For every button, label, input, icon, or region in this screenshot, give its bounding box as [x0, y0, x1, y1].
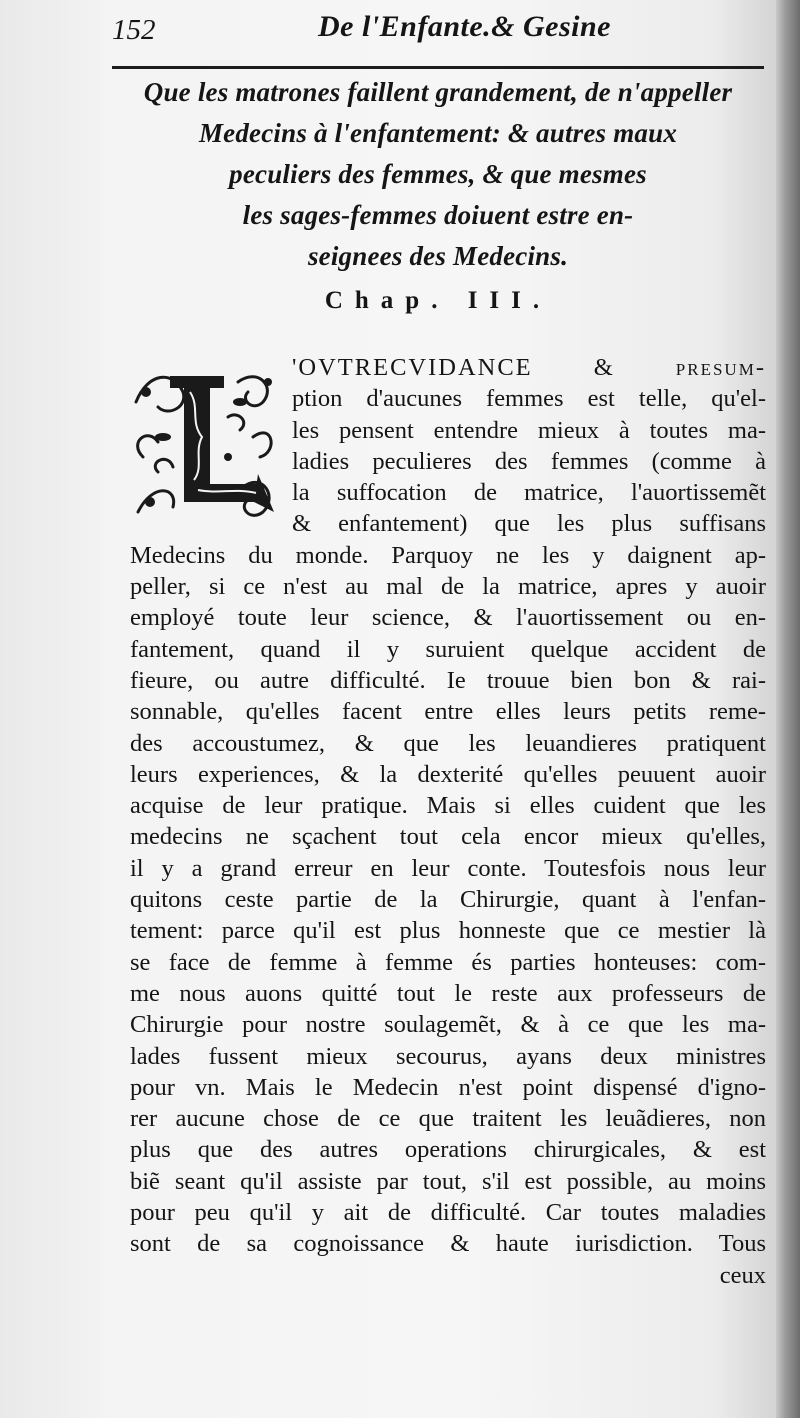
- running-head: [0, 0, 776, 60]
- heading-line: peculiers des femmes, & que mesmes: [229, 159, 647, 189]
- heading-line: les sages-femmes doiuent estre en-: [242, 200, 634, 230]
- text-line: les pensent entendre mieux à toutes ma-: [292, 416, 766, 444]
- text-line: employé toute leur science, & l'auortissement ou en-: [130, 604, 766, 632]
- text-line: acquise de leur pratique. Mais si elles cuident que les: [130, 792, 766, 820]
- heading-line: Medecins à l'enfantement: & autres maux: [198, 118, 678, 148]
- text-line: me nous auons quitté tout le reste aux professeurs de: [130, 979, 766, 1007]
- text-line: fieure, ou autre difficulté. Ie trouue bien bon & rai-: [130, 666, 766, 694]
- heading-line: Que les matrones faillent grandement, de n'appeller: [143, 77, 733, 107]
- text-line: sonnable, qu'elles facent entre elles leurs petits reme-: [130, 698, 766, 726]
- text-line: tement: parce qu'il est plus honneste que ce mestier là: [130, 917, 766, 945]
- text-line: quitons ceste partie de la Chirurgie, quant à l'enfan-: [130, 886, 766, 914]
- text-line: plus que des autres operations chirurgicales, & est: [130, 1136, 766, 1164]
- text-line: medecins ne sçachent tout cela encor mieux qu'elles,: [130, 823, 766, 851]
- text-line: biẽ seant qu'il assiste par tout, s'il est possible, au moins: [130, 1167, 766, 1195]
- chapter-heading: [112, 72, 764, 277]
- text-line: leurs experiences, & la dexterité qu'elles peuuent auoir: [130, 760, 766, 788]
- text-line: lades fussent mieux secourus, ayans deux ministres: [130, 1042, 766, 1070]
- text-line: se face de femme à femme és parties honteuses: com-: [130, 948, 766, 976]
- text-line: pour vn. Mais le Medecin n'est point dispensé d'igno-: [130, 1073, 766, 1101]
- header-rule: [112, 66, 764, 69]
- text-line: Chirurgie pour nostre soulagemẽt, & à ce que les ma-: [130, 1011, 766, 1039]
- text-line: Medecins du monde. Parquoy ne les y daignent ap-: [130, 541, 766, 569]
- text-line: pour peu qu'il y ait de difficulté. Car toutes maladies: [130, 1199, 766, 1227]
- text-line: fantement, quand il y suruient quelque accident de: [130, 635, 766, 663]
- text-line: & enfantement) que les plus suffisans: [292, 510, 766, 538]
- text-line: sont de sa cognoissance & haute iurisdiction. Tous: [130, 1230, 766, 1258]
- body-text: [130, 352, 766, 1291]
- text-line: ption d'aucunes femmes est telle, qu'el-: [292, 385, 766, 413]
- running-title: De l'Enfante.& Gesine: [318, 10, 611, 43]
- text-line: 'OVTRECVIDANCE & presum-: [292, 354, 766, 381]
- text-line: peller, si ce n'est au mal de la matrice, apres y auoir: [130, 573, 766, 601]
- chapter-number: Chap. III.: [324, 287, 552, 314]
- text-line: la suffocation de matrice, l'auortissemẽt: [292, 479, 766, 507]
- text-line: il y a grand erreur en leur conte. Toutesfois nous leur: [130, 854, 766, 882]
- page-gutter-shadow: [776, 0, 800, 1418]
- text-line: des accoustumez, & que les leuandieres pratiquent: [130, 729, 766, 757]
- heading-line: seignees des Medecins.: [307, 241, 569, 271]
- text-line: rer aucune chose de ce que traitent les leuãdieres, non: [130, 1105, 766, 1133]
- catchword: ceux: [719, 1261, 766, 1289]
- text-line: ladies peculieres des femmes (comme à: [292, 447, 766, 475]
- page-number: 152: [112, 14, 156, 46]
